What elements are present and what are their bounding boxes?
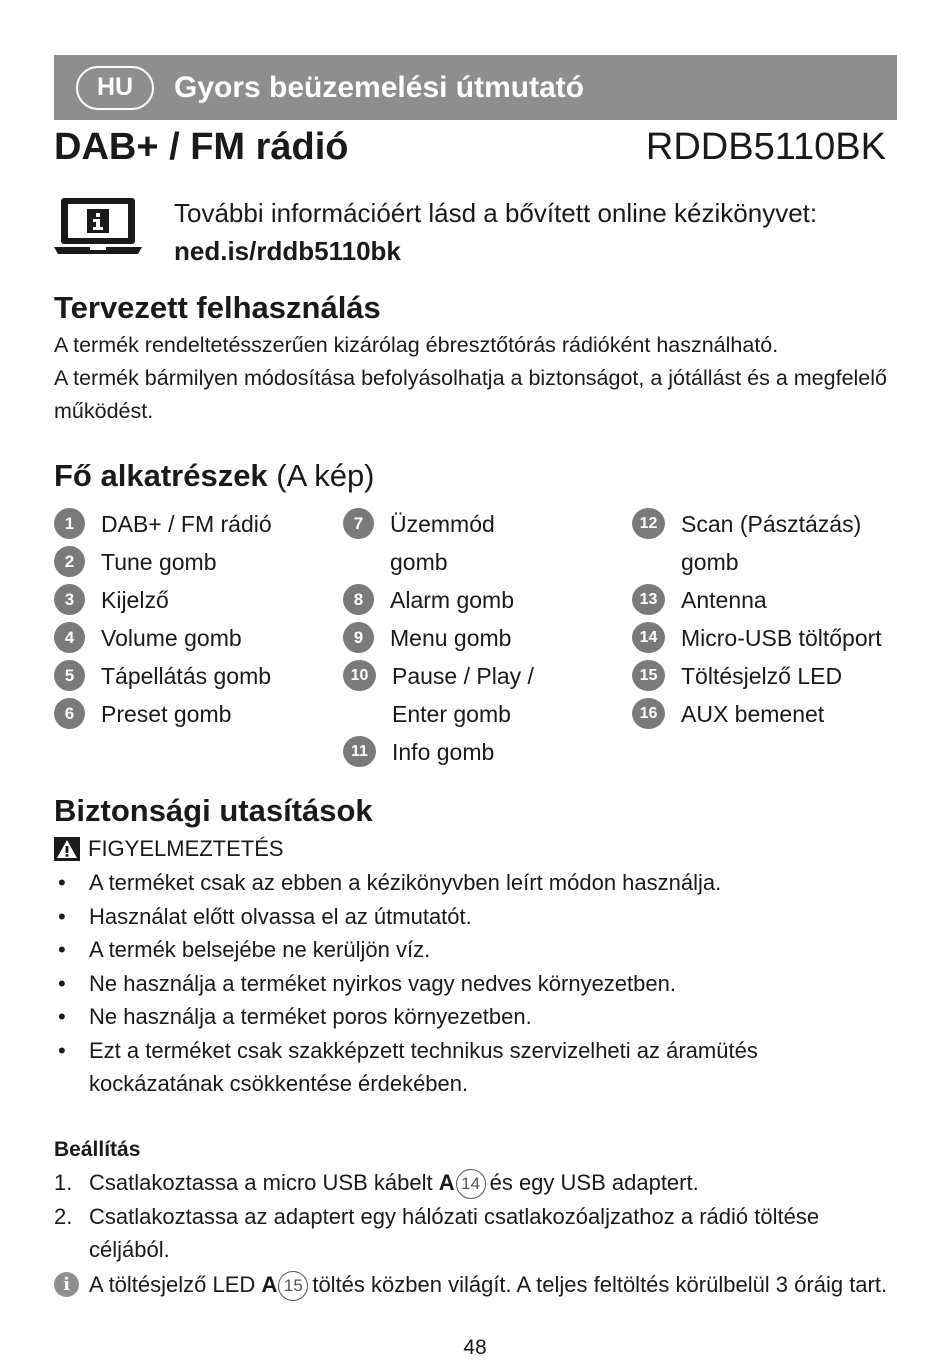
component-label: Alarm gomb <box>390 587 514 613</box>
page-number: 48 <box>463 1336 487 1359</box>
component-label: AUX bemenet <box>681 701 825 727</box>
component-item <box>54 543 272 581</box>
note-text-start: A töltésjelző LED <box>89 1272 256 1297</box>
list-item: • Ne használja a terméket nyirkos vagy nedves környezetben. <box>54 967 894 1001</box>
laptop-info-icon <box>54 194 142 258</box>
intended-use-paragraph-2: A termék bármilyen módosítása befolyásolhatja a biztonságot, a jótállást és a megfelelő működést. <box>54 366 887 423</box>
header-title: Gyors beüzemelési útmutató <box>174 70 585 104</box>
info-icon: i <box>54 1272 79 1297</box>
component-item <box>343 733 558 771</box>
setup-step <box>54 1166 894 1200</box>
component-label: Scan (Pásztázás) gomb <box>681 511 862 575</box>
components-column-2 <box>343 505 558 771</box>
component-label: Info gomb <box>392 739 495 765</box>
number-badge: 12 <box>632 508 665 539</box>
charging-note <box>54 1268 894 1302</box>
component-item <box>343 581 558 619</box>
number-badge: 3 <box>54 584 85 615</box>
component-item <box>54 505 272 543</box>
component-label: Volume gomb <box>101 625 242 651</box>
product-name: DAB+ / FM rádió <box>54 126 349 168</box>
component-label: Töltésjelző LED <box>681 663 843 689</box>
model-number: RDDB5110BK <box>645 126 886 168</box>
components-heading-ref: (A kép) <box>276 458 375 493</box>
safety-heading: Biztonsági utasítások <box>54 793 373 828</box>
number-badge: 13 <box>632 584 665 615</box>
number-badge: 9 <box>343 622 374 653</box>
component-item <box>343 619 558 657</box>
note-text <box>54 1268 894 1302</box>
components-heading <box>54 458 375 494</box>
info-text <box>174 194 817 270</box>
number-badge: 11 <box>343 736 376 767</box>
component-item <box>632 657 900 695</box>
component-item <box>54 695 272 733</box>
number-badge: 6 <box>54 698 85 729</box>
component-label: Kijelző <box>101 587 169 613</box>
warning-label: FIGYELMEZTETÉS <box>88 836 284 861</box>
intended-use-heading: Tervezett felhasználás <box>54 290 381 325</box>
component-label: Menu gomb <box>390 625 512 651</box>
component-item <box>54 657 272 695</box>
components-column-1 <box>54 505 272 733</box>
components-heading-bold: Fő alkatrészek <box>54 458 268 493</box>
list-item: • A terméket csak az ebben a kézikönyvben leírt módon használja. <box>54 866 894 900</box>
list-item: • A termék belsejébe ne kerüljön víz. <box>54 933 894 967</box>
list-item: • Használat előtt olvassa el az útmutatót. <box>54 900 894 934</box>
component-label: Tune gomb <box>101 549 217 575</box>
warning-line <box>54 836 284 862</box>
number-badge: 1 <box>54 508 85 539</box>
number-badge: 14 <box>632 622 665 653</box>
safety-bullet-list <box>54 866 894 1101</box>
intended-use-paragraph-1: A termék rendeltetésszerűen kizárólag ébresztőtórás rádióként használható. <box>54 333 779 357</box>
components-list <box>54 505 904 765</box>
number-badge: 15 <box>632 660 665 691</box>
circled-number: 14 <box>456 1169 486 1199</box>
component-item <box>632 505 862 581</box>
component-item <box>54 619 272 657</box>
component-label: Tápellátás gomb <box>101 663 272 689</box>
component-label: Üzemmód gomb <box>390 511 495 575</box>
circled-number: 15 <box>278 1271 308 1301</box>
component-item <box>343 657 558 733</box>
number-badge: 10 <box>343 660 376 691</box>
number-badge: 4 <box>54 622 85 653</box>
step-text-end: és egy USB adaptert. <box>489 1170 699 1195</box>
number-badge: 7 <box>343 508 374 539</box>
setup-steps <box>54 1166 894 1267</box>
component-item <box>54 581 272 619</box>
step-number: 1. <box>54 1170 73 1195</box>
step-number: 2. <box>54 1203 73 1229</box>
component-label: Micro-USB töltőport <box>681 625 882 651</box>
components-column-3 <box>632 505 900 733</box>
component-label: Antenna <box>681 587 767 613</box>
warning-triangle-icon <box>54 837 80 861</box>
step-text: Csatlakoztassa az adaptert egy hálózati csatlakozóaljzathoz a rádió töltése céljából. <box>89 1203 820 1262</box>
manual-url-link[interactable]: ned.is/rddb5110bk <box>174 236 401 266</box>
component-label: Preset gomb <box>101 701 232 727</box>
component-item <box>632 619 900 657</box>
number-badge: 2 <box>54 546 85 577</box>
number-badge: 5 <box>54 660 85 691</box>
list-item: • Ne használja a terméket poros környezetben. <box>54 1000 894 1034</box>
language-badge: HU <box>76 66 154 110</box>
figure-ref: A <box>261 1272 278 1297</box>
list-item: • Ezt a terméket csak szakképzett technikus szervizelheti az áramütés kockázatának csökkentése érdekében. <box>54 1034 814 1101</box>
component-item <box>632 695 900 733</box>
component-item <box>343 505 558 581</box>
component-label: DAB+ / FM rádió <box>101 511 272 537</box>
component-label: Pause / Play / Enter gomb <box>392 663 534 727</box>
info-description: További információért lásd a bővített online kézikönyvet: <box>174 198 818 228</box>
number-badge: 16 <box>632 698 665 729</box>
number-badge: 8 <box>343 584 374 615</box>
step-text: Csatlakoztassa a micro USB kábelt <box>89 1170 433 1195</box>
component-item <box>632 581 900 619</box>
note-text-end: töltés közben világít. A teljes feltöltés körülbelül 3 óráig tart. <box>312 1272 888 1297</box>
setup-step <box>54 1200 894 1267</box>
figure-ref: A <box>438 1170 455 1195</box>
setup-heading: Beállítás <box>54 1138 141 1161</box>
header-bar <box>54 55 897 120</box>
